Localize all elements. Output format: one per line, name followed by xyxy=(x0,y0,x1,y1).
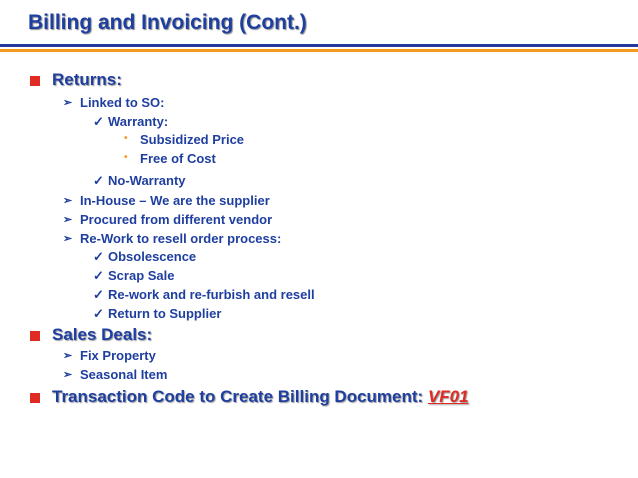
transaction-code: VF01 xyxy=(427,387,469,406)
obsolescence-item: Obsolescence xyxy=(108,249,197,264)
title-divider-blue xyxy=(0,44,638,47)
scrap-sale-item: Scrap Sale xyxy=(108,268,175,283)
dot-bullet-icon: • xyxy=(124,152,128,163)
checkmark-icon: ✓ xyxy=(93,287,104,302)
rework-item: Re-Work to resell order process: xyxy=(80,231,282,246)
linked-so-item: Linked to SO: xyxy=(80,95,165,110)
arrow-bullet-icon: ➢ xyxy=(63,369,73,381)
procured-item: Procured from different vendor xyxy=(80,212,273,227)
transaction-label: Transaction Code to Create Billing Document: xyxy=(52,387,428,406)
fix-property-item: Fix Property xyxy=(80,348,156,363)
checkmark-icon: ✓ xyxy=(93,268,104,283)
checkmark-icon: ✓ xyxy=(93,306,104,321)
arrow-bullet-icon: ➢ xyxy=(63,195,73,207)
arrow-bullet-icon: ➢ xyxy=(63,233,73,245)
warranty-item: Warranty: xyxy=(108,114,169,129)
arrow-bullet-icon: ➢ xyxy=(63,97,73,109)
checkmark-icon: ✓ xyxy=(93,249,104,264)
free-of-cost-item: Free of Cost xyxy=(140,151,216,166)
square-bullet-icon xyxy=(30,331,40,341)
rework-refurbish-item: Re-work and re-furbish and resell xyxy=(108,287,315,302)
no-warranty-item: No-Warranty xyxy=(108,173,186,188)
arrow-bullet-icon: ➢ xyxy=(63,214,73,226)
square-bullet-icon xyxy=(30,393,40,403)
checkmark-icon: ✓ xyxy=(93,114,104,129)
square-bullet-icon xyxy=(30,76,40,86)
checkmark-icon: ✓ xyxy=(93,173,104,188)
sales-deals-heading: Sales Deals: xyxy=(52,325,153,344)
return-supplier-item: Return to Supplier xyxy=(108,306,222,321)
in-house-item: In-House – We are the supplier xyxy=(80,193,270,208)
transaction-line xyxy=(52,387,469,407)
title-divider-orange xyxy=(0,49,638,52)
slide-title: Billing and Invoicing (Cont.) xyxy=(28,11,307,34)
dot-bullet-icon: • xyxy=(124,133,128,144)
subsidized-price-item: Subsidized Price xyxy=(140,132,245,147)
returns-heading: Returns: xyxy=(52,70,122,89)
arrow-bullet-icon: ➢ xyxy=(63,350,73,362)
seasonal-item: Seasonal Item xyxy=(80,367,168,382)
